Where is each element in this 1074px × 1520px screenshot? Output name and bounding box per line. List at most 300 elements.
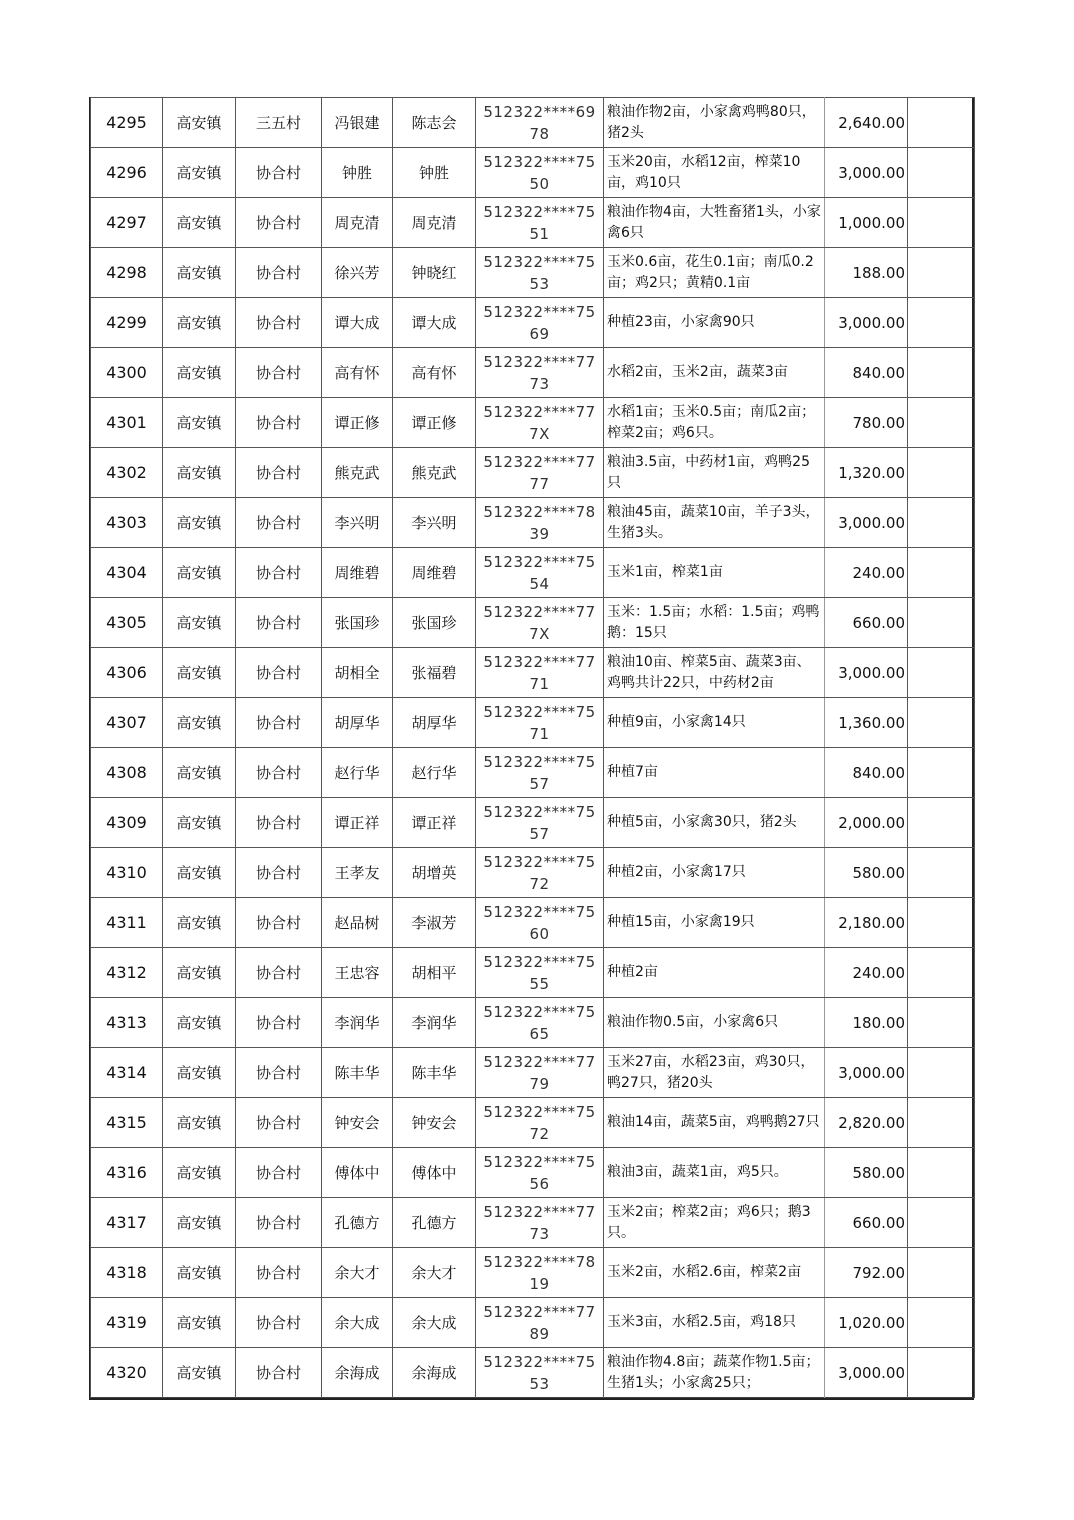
row-number: 4317 xyxy=(91,1198,163,1248)
village-cell: 协合村 xyxy=(236,148,322,198)
description-cell xyxy=(604,948,825,998)
table-row xyxy=(91,1148,975,1198)
row-number: 4318 xyxy=(91,1248,163,1298)
description-cell xyxy=(604,898,825,948)
empty-cell xyxy=(908,1348,975,1398)
empty-cell xyxy=(908,1148,975,1198)
recipient-name-cell: 傅体中 xyxy=(393,1148,476,1198)
table-row xyxy=(91,1048,975,1098)
village-cell: 协合村 xyxy=(236,1048,322,1098)
id-number-cell xyxy=(476,1098,604,1148)
row-number: 4297 xyxy=(91,198,163,248)
amount-cell: 580.00 xyxy=(825,1148,908,1198)
row-number: 4307 xyxy=(91,698,163,748)
recipient-name-cell: 李淑芳 xyxy=(393,898,476,948)
empty-cell xyxy=(908,298,975,348)
household-head-cell: 余海成 xyxy=(322,1348,393,1398)
household-head-cell: 余大成 xyxy=(322,1298,393,1348)
row-number: 4315 xyxy=(91,1098,163,1148)
village-cell: 协合村 xyxy=(236,498,322,548)
id-number-line-2: 79 xyxy=(529,1074,550,1093)
table-bottom-border xyxy=(90,1398,974,1400)
amount-cell: 1,000.00 xyxy=(825,198,908,248)
empty-cell xyxy=(908,798,975,848)
description-cell xyxy=(604,1198,825,1248)
description-text: 玉米2亩，水稻2.6亩，榨菜2亩 xyxy=(607,1264,802,1280)
id-number-line-2: 60 xyxy=(529,924,550,943)
row-number: 4309 xyxy=(91,798,163,848)
description-text: 粮油14亩，蔬菜5亩，鸡鸭鹅27只 xyxy=(607,1114,820,1130)
household-head-cell: 王孝友 xyxy=(322,848,393,898)
subsidy-table xyxy=(90,97,975,1398)
recipient-name-cell: 胡厚华 xyxy=(393,698,476,748)
household-head-cell: 谭大成 xyxy=(322,298,393,348)
recipient-name-cell: 胡增英 xyxy=(393,848,476,898)
row-number: 4296 xyxy=(91,148,163,198)
table-row xyxy=(91,498,975,548)
amount-cell: 2,640.00 xyxy=(825,98,908,148)
amount-cell: 580.00 xyxy=(825,848,908,898)
description-text: 种植15亩，小家禽19只 xyxy=(607,914,755,930)
town-cell: 高安镇 xyxy=(163,248,236,298)
village-cell: 协合村 xyxy=(236,448,322,498)
id-number-line-2: 54 xyxy=(529,574,550,593)
village-cell: 协合村 xyxy=(236,1348,322,1398)
id-number-line-2: 57 xyxy=(529,774,550,793)
recipient-name-cell: 钟胜 xyxy=(393,148,476,198)
description-text: 种植9亩，小家禽14只 xyxy=(607,714,746,730)
town-cell: 高安镇 xyxy=(163,198,236,248)
table-row xyxy=(91,198,975,248)
household-head-cell: 余大才 xyxy=(322,1248,393,1298)
table-row xyxy=(91,848,975,898)
empty-cell xyxy=(908,1198,975,1248)
empty-cell xyxy=(908,148,975,198)
id-number-line-1: 512322****77 xyxy=(483,1202,596,1221)
empty-cell xyxy=(908,598,975,648)
empty-cell xyxy=(908,948,975,998)
id-number-line-1: 512322****78 xyxy=(483,502,596,521)
village-cell: 协合村 xyxy=(236,798,322,848)
amount-cell: 1,360.00 xyxy=(825,698,908,748)
description-cell xyxy=(604,848,825,898)
row-number: 4303 xyxy=(91,498,163,548)
household-head-cell: 陈丰华 xyxy=(322,1048,393,1098)
row-number: 4310 xyxy=(91,848,163,898)
id-number-cell xyxy=(476,498,604,548)
id-number-line-1: 512322****77 xyxy=(483,402,596,421)
description-cell xyxy=(604,248,825,298)
village-cell: 协合村 xyxy=(236,648,322,698)
description-cell xyxy=(604,698,825,748)
empty-cell xyxy=(908,348,975,398)
empty-cell xyxy=(908,248,975,298)
town-cell: 高安镇 xyxy=(163,998,236,1048)
row-number: 4312 xyxy=(91,948,163,998)
household-head-cell: 钟安会 xyxy=(322,1098,393,1148)
description-text: 粮油作物0.5亩，小家禽6只 xyxy=(607,1014,779,1030)
amount-cell: 2,000.00 xyxy=(825,798,908,848)
description-text: 种植7亩 xyxy=(607,764,658,780)
town-cell: 高安镇 xyxy=(163,898,236,948)
household-head-cell: 李润华 xyxy=(322,998,393,1048)
recipient-name-cell: 张国珍 xyxy=(393,598,476,648)
household-head-cell: 徐兴芳 xyxy=(322,248,393,298)
description-text: 粮油作物4亩，大牲畜猪1头，小家禽6只 xyxy=(607,203,821,241)
id-number-line-1: 512322****75 xyxy=(483,902,596,921)
town-cell: 高安镇 xyxy=(163,148,236,198)
village-cell: 协合村 xyxy=(236,1148,322,1198)
id-number-line-1: 512322****77 xyxy=(483,1052,596,1071)
recipient-name-cell: 钟安会 xyxy=(393,1098,476,1148)
id-number-line-1: 512322****78 xyxy=(483,1252,596,1271)
town-cell: 高安镇 xyxy=(163,698,236,748)
household-head-cell: 胡相全 xyxy=(322,648,393,698)
town-cell: 高安镇 xyxy=(163,498,236,548)
empty-cell xyxy=(908,698,975,748)
id-number-line-1: 512322****75 xyxy=(483,702,596,721)
town-cell: 高安镇 xyxy=(163,798,236,848)
id-number-cell xyxy=(476,1198,604,1248)
id-number-line-1: 512322****75 xyxy=(483,552,596,571)
empty-cell xyxy=(908,848,975,898)
description-cell xyxy=(604,998,825,1048)
description-text: 粮油作物2亩，小家禽鸡鸭80只，猪2头 xyxy=(607,103,816,141)
town-cell: 高安镇 xyxy=(163,98,236,148)
id-number-line-2: 71 xyxy=(529,724,550,743)
town-cell: 高安镇 xyxy=(163,448,236,498)
id-number-line-2: 72 xyxy=(529,1124,550,1143)
village-cell: 协合村 xyxy=(236,1248,322,1298)
id-number-line-1: 512322****75 xyxy=(483,852,596,871)
amount-cell: 2,180.00 xyxy=(825,898,908,948)
table-row xyxy=(91,548,975,598)
amount-cell: 240.00 xyxy=(825,948,908,998)
id-number-cell xyxy=(476,898,604,948)
id-number-line-1: 512322****75 xyxy=(483,952,596,971)
empty-cell xyxy=(908,648,975,698)
household-head-cell: 熊克武 xyxy=(322,448,393,498)
id-number-line-2: 77 xyxy=(529,474,550,493)
amount-cell: 188.00 xyxy=(825,248,908,298)
description-text: 粮油45亩，蔬菜10亩，羊子3头，生猪3头。 xyxy=(607,503,820,541)
id-number-line-2: 65 xyxy=(529,1024,550,1043)
id-number-line-1: 512322****75 xyxy=(483,152,596,171)
id-number-line-2: 53 xyxy=(529,274,550,293)
id-number-line-2: 7X xyxy=(529,624,550,643)
town-cell: 高安镇 xyxy=(163,1148,236,1198)
household-head-cell: 周克清 xyxy=(322,198,393,248)
table-row xyxy=(91,598,975,648)
id-number-line-2: 50 xyxy=(529,174,550,193)
id-number-line-1: 512322****77 xyxy=(483,352,596,371)
recipient-name-cell: 赵行华 xyxy=(393,748,476,798)
id-number-line-2: 78 xyxy=(529,124,550,143)
recipient-name-cell: 孔德方 xyxy=(393,1198,476,1248)
row-number: 4320 xyxy=(91,1348,163,1398)
id-number-line-2: 71 xyxy=(529,674,550,693)
town-cell: 高安镇 xyxy=(163,648,236,698)
id-number-line-2: 57 xyxy=(529,824,550,843)
table-body xyxy=(91,98,975,1398)
id-number-line-1: 512322****75 xyxy=(483,1152,596,1171)
row-number: 4301 xyxy=(91,398,163,448)
id-number-cell xyxy=(476,598,604,648)
id-number-line-1: 512322****77 xyxy=(483,1302,596,1321)
description-text: 玉米27亩，水稻23亩，鸡30只，鸭27只，猪20头 xyxy=(607,1053,815,1091)
description-cell xyxy=(604,1348,825,1398)
row-number: 4308 xyxy=(91,748,163,798)
row-number: 4299 xyxy=(91,298,163,348)
empty-cell xyxy=(908,1048,975,1098)
description-cell xyxy=(604,148,825,198)
village-cell: 协合村 xyxy=(236,898,322,948)
description-text: 玉米2亩；榨菜2亩；鸡6只；鹅3只。 xyxy=(607,1203,811,1241)
id-number-cell xyxy=(476,748,604,798)
id-number-cell xyxy=(476,1148,604,1198)
id-number-cell xyxy=(476,198,604,248)
recipient-name-cell: 陈志会 xyxy=(393,98,476,148)
empty-cell xyxy=(908,448,975,498)
description-cell xyxy=(604,1148,825,1198)
id-number-cell xyxy=(476,248,604,298)
empty-cell xyxy=(908,998,975,1048)
description-text: 种植2亩 xyxy=(607,964,658,980)
town-cell: 高安镇 xyxy=(163,1198,236,1248)
household-head-cell: 冯银建 xyxy=(322,98,393,148)
row-number: 4319 xyxy=(91,1298,163,1348)
town-cell: 高安镇 xyxy=(163,598,236,648)
id-number-line-2: 55 xyxy=(529,974,550,993)
empty-cell xyxy=(908,548,975,598)
town-cell: 高安镇 xyxy=(163,398,236,448)
id-number-line-2: 51 xyxy=(529,224,550,243)
row-number: 4298 xyxy=(91,248,163,298)
table-row xyxy=(91,898,975,948)
id-number-line-1: 512322****77 xyxy=(483,452,596,471)
id-number-line-2: 73 xyxy=(529,1224,550,1243)
row-number: 4305 xyxy=(91,598,163,648)
id-number-line-2: 53 xyxy=(529,1374,550,1393)
table-row xyxy=(91,448,975,498)
description-text: 种植5亩，小家禽30只，猪2头 xyxy=(607,814,797,830)
row-number: 4300 xyxy=(91,348,163,398)
amount-cell: 3,000.00 xyxy=(825,1048,908,1098)
table-row xyxy=(91,798,975,848)
amount-cell: 840.00 xyxy=(825,748,908,798)
recipient-name-cell: 周维碧 xyxy=(393,548,476,598)
row-number: 4304 xyxy=(91,548,163,598)
empty-cell xyxy=(908,98,975,148)
town-cell: 高安镇 xyxy=(163,348,236,398)
id-number-cell xyxy=(476,1348,604,1398)
id-number-line-2: 56 xyxy=(529,1174,550,1193)
recipient-name-cell: 余大才 xyxy=(393,1248,476,1298)
row-number: 4313 xyxy=(91,998,163,1048)
recipient-name-cell: 谭正修 xyxy=(393,398,476,448)
id-number-cell xyxy=(476,848,604,898)
id-number-line-1: 512322****75 xyxy=(483,1352,596,1371)
recipient-name-cell: 熊克武 xyxy=(393,448,476,498)
household-head-cell: 王忠容 xyxy=(322,948,393,998)
description-cell xyxy=(604,198,825,248)
empty-cell xyxy=(908,748,975,798)
id-number-cell xyxy=(476,948,604,998)
table-row xyxy=(91,698,975,748)
town-cell: 高安镇 xyxy=(163,1298,236,1348)
id-number-line-1: 512322****75 xyxy=(483,302,596,321)
description-text: 粮油作物4.8亩；蔬菜作物1.5亩；生猪1头；小家禽25只； xyxy=(607,1353,820,1391)
amount-cell: 660.00 xyxy=(825,1198,908,1248)
id-number-line-1: 512322****77 xyxy=(483,602,596,621)
description-cell xyxy=(604,448,825,498)
village-cell: 协合村 xyxy=(236,748,322,798)
village-cell: 协合村 xyxy=(236,248,322,298)
village-cell: 协合村 xyxy=(236,948,322,998)
recipient-name-cell: 高有怀 xyxy=(393,348,476,398)
recipient-name-cell: 谭大成 xyxy=(393,298,476,348)
town-cell: 高安镇 xyxy=(163,1048,236,1098)
amount-cell: 660.00 xyxy=(825,598,908,648)
table-row xyxy=(91,148,975,198)
amount-cell: 1,020.00 xyxy=(825,1298,908,1348)
description-text: 水稻2亩，玉米2亩，蔬菜3亩 xyxy=(607,364,788,380)
amount-cell: 3,000.00 xyxy=(825,298,908,348)
id-number-line-2: 72 xyxy=(529,874,550,893)
id-number-cell xyxy=(476,798,604,848)
description-text: 粮油10亩、榨菜5亩、蔬菜3亩、鸡鸭共计22只，中药材2亩 xyxy=(607,653,811,691)
table-row xyxy=(91,1098,975,1148)
recipient-name-cell: 周克清 xyxy=(393,198,476,248)
id-number-line-2: 73 xyxy=(529,374,550,393)
village-cell: 协合村 xyxy=(236,398,322,448)
town-cell: 高安镇 xyxy=(163,548,236,598)
description-cell xyxy=(604,1098,825,1148)
id-number-cell xyxy=(476,698,604,748)
id-number-line-1: 512322****75 xyxy=(483,202,596,221)
id-number-cell xyxy=(476,148,604,198)
village-cell: 协合村 xyxy=(236,598,322,648)
id-number-cell xyxy=(476,998,604,1048)
description-cell xyxy=(604,398,825,448)
recipient-name-cell: 谭正祥 xyxy=(393,798,476,848)
description-cell xyxy=(604,1048,825,1098)
id-number-cell xyxy=(476,348,604,398)
household-head-cell: 傅体中 xyxy=(322,1148,393,1198)
description-cell xyxy=(604,648,825,698)
id-number-line-1: 512322****75 xyxy=(483,1002,596,1021)
table-row xyxy=(91,348,975,398)
empty-cell xyxy=(908,1098,975,1148)
id-number-cell xyxy=(476,1048,604,1098)
description-text: 玉米0.6亩，花生0.1亩；南瓜0.2亩；鸡2只；黄精0.1亩 xyxy=(607,253,814,291)
amount-cell: 3,000.00 xyxy=(825,648,908,698)
table-row xyxy=(91,248,975,298)
id-number-cell xyxy=(476,648,604,698)
recipient-name-cell: 余海成 xyxy=(393,1348,476,1398)
town-cell: 高安镇 xyxy=(163,748,236,798)
village-cell: 协合村 xyxy=(236,848,322,898)
empty-cell xyxy=(908,898,975,948)
id-number-cell xyxy=(476,1248,604,1298)
table-row xyxy=(91,298,975,348)
amount-cell: 3,000.00 xyxy=(825,148,908,198)
amount-cell: 3,000.00 xyxy=(825,1348,908,1398)
village-cell: 协合村 xyxy=(236,1098,322,1148)
amount-cell: 3,000.00 xyxy=(825,498,908,548)
town-cell: 高安镇 xyxy=(163,1248,236,1298)
town-cell: 高安镇 xyxy=(163,1098,236,1148)
id-number-line-2: 7X xyxy=(529,424,550,443)
id-number-cell xyxy=(476,1298,604,1348)
household-head-cell: 张国珍 xyxy=(322,598,393,648)
village-cell: 协合村 xyxy=(236,698,322,748)
id-number-line-2: 69 xyxy=(529,324,550,343)
id-number-cell xyxy=(476,548,604,598)
id-number-line-1: 512322****75 xyxy=(483,752,596,771)
household-head-cell: 赵品树 xyxy=(322,898,393,948)
recipient-name-cell: 胡相平 xyxy=(393,948,476,998)
id-number-line-2: 89 xyxy=(529,1324,550,1343)
id-number-cell xyxy=(476,98,604,148)
id-number-line-1: 512322****75 xyxy=(483,802,596,821)
town-cell: 高安镇 xyxy=(163,948,236,998)
description-text: 粮油3.5亩，中药材1亩，鸡鸭25只 xyxy=(607,453,810,491)
row-number: 4314 xyxy=(91,1048,163,1098)
town-cell: 高安镇 xyxy=(163,848,236,898)
description-text: 水稻1亩；玉米0.5亩；南瓜2亩；榨菜2亩；鸡6只。 xyxy=(607,403,816,441)
village-cell: 三五村 xyxy=(236,98,322,148)
village-cell: 协合村 xyxy=(236,348,322,398)
household-head-cell: 谭正修 xyxy=(322,398,393,448)
table-row xyxy=(91,1198,975,1248)
description-text: 玉米3亩，水稻2.5亩，鸡18只 xyxy=(607,1314,796,1330)
description-text: 粮油3亩，蔬菜1亩，鸡5只。 xyxy=(607,1164,788,1180)
row-number: 4316 xyxy=(91,1148,163,1198)
description-cell xyxy=(604,748,825,798)
description-cell xyxy=(604,498,825,548)
household-head-cell: 赵行华 xyxy=(322,748,393,798)
empty-cell xyxy=(908,398,975,448)
empty-cell xyxy=(908,498,975,548)
id-number-line-1: 512322****75 xyxy=(483,252,596,271)
row-number: 4311 xyxy=(91,898,163,948)
recipient-name-cell: 陈丰华 xyxy=(393,1048,476,1098)
amount-cell: 780.00 xyxy=(825,398,908,448)
amount-cell: 180.00 xyxy=(825,998,908,1048)
amount-cell: 1,320.00 xyxy=(825,448,908,498)
recipient-name-cell: 李润华 xyxy=(393,998,476,1048)
empty-cell xyxy=(908,1248,975,1298)
village-cell: 协合村 xyxy=(236,1298,322,1348)
recipient-name-cell: 钟晓红 xyxy=(393,248,476,298)
table-row xyxy=(91,1298,975,1348)
household-head-cell: 胡厚华 xyxy=(322,698,393,748)
amount-cell: 792.00 xyxy=(825,1248,908,1298)
recipient-name-cell: 余大成 xyxy=(393,1298,476,1348)
description-cell xyxy=(604,598,825,648)
village-cell: 协合村 xyxy=(236,998,322,1048)
recipient-name-cell: 张福碧 xyxy=(393,648,476,698)
amount-cell: 840.00 xyxy=(825,348,908,398)
row-number: 4295 xyxy=(91,98,163,148)
amount-cell: 2,820.00 xyxy=(825,1098,908,1148)
description-cell xyxy=(604,1298,825,1348)
amount-cell: 240.00 xyxy=(825,548,908,598)
table-row xyxy=(91,398,975,448)
town-cell: 高安镇 xyxy=(163,1348,236,1398)
empty-cell xyxy=(908,1298,975,1348)
